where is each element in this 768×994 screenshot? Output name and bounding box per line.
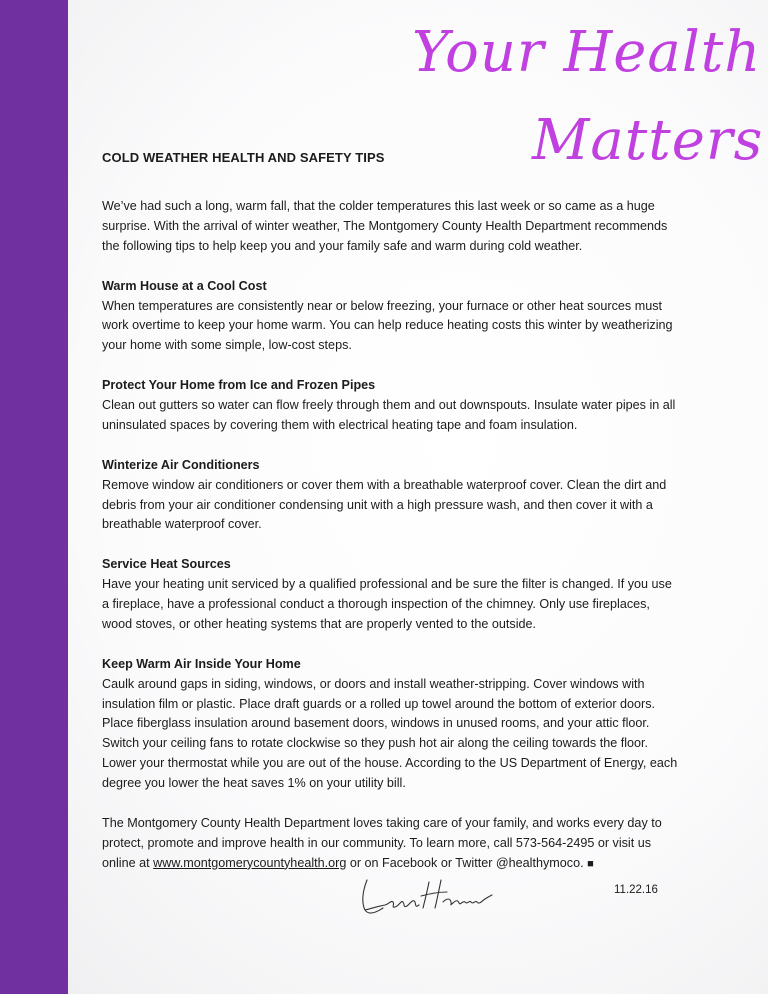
page-title: COLD WEATHER HEALTH AND SAFETY TIPS: [102, 150, 385, 165]
section-body: Clean out gutters so water can flow freely through them and out downspouts. Insulate water pipes in all uninsulated spaces by covering them with electrical heating tape and foam insulation.: [102, 398, 676, 432]
sidebar-band: [0, 0, 68, 994]
section-body: When temperatures are consistently near or below freezing, your furnace or other heat sources must work overtime to keep your home warm. You can help reduce heating costs this winter by weatherizing your home with some simple, low-cost steps.: [102, 298, 673, 353]
section-warm-house: [102, 277, 682, 357]
end-mark-icon: ■: [587, 857, 594, 870]
article-body: [102, 197, 682, 895]
closing-paragraph: [102, 814, 682, 875]
section-body: Remove window air conditioners or cover them with a breathable waterproof cover. Clean the dirt and debris from your air conditioner condensing unit with a high pressure wash, and then cover it with a breathable waterproof cover.: [102, 477, 667, 532]
intro-paragraph: We’ve had such a long, warm fall, that the colder temperatures this last week or so came as a huge surprise. With the arrival of winter weather, The Montgomery County Health Department recommends the following tips to help keep you and your family safe and warm during cold weather.: [102, 199, 668, 253]
masthead-matters: Matters: [532, 108, 764, 173]
section-body: Caulk around gaps in siding, windows, or doors and install weather-stripping. Cover windows with insulation film or plastic. Place draft guards or a rolled up towel around the bottom of exterior doors. Place fiberglass insulation around basement doors, windows in unused rooms, and your attic floor. Switch your ceiling fans to rotate clockwise so they push hot air along the ceiling towards the floor. Lower your thermostat while you are out of the house. According to the US Department of Energy, each degree you lower the heat saves 1% on your utility bill.: [102, 676, 678, 791]
signature: [355, 872, 495, 918]
section-heading: Winterize Air Conditioners: [102, 457, 260, 472]
section-service-heat: [102, 555, 682, 635]
section-protect-home: [102, 376, 682, 436]
section-heading: Service Heat Sources: [102, 557, 231, 572]
closing-text-after: or on Facebook or Twitter @healthymoco.: [346, 855, 588, 870]
section-heading: Keep Warm Air Inside Your Home: [102, 656, 301, 671]
section-keep-warm-air: [102, 655, 682, 794]
section-heading: Warm House at a Cool Cost: [102, 278, 267, 293]
section-heading: Protect Your Home from Ice and Frozen Pipes: [102, 378, 376, 393]
section-body: Have your heating unit serviced by a qualified professional and be sure the filter is changed. If you use a fireplace, have a professional conduct a thorough inspection of the chimney. Only use fireplaces, wood stoves, or other heating systems that are properly vented to the outside.: [102, 577, 672, 631]
date-stamp: 11.22.16: [614, 884, 658, 896]
section-winterize-ac: [102, 456, 682, 536]
closing-text: The Montgomery County Health Department loves taking care of your family, and works every day to protect, promote and improve health in our community. To learn more, call 573-564-2495 or visit us online at: [102, 816, 662, 870]
website-link[interactable]: www.montgomerycountyhealth.org: [153, 855, 347, 870]
masthead-your-health: Your Health: [412, 20, 762, 85]
